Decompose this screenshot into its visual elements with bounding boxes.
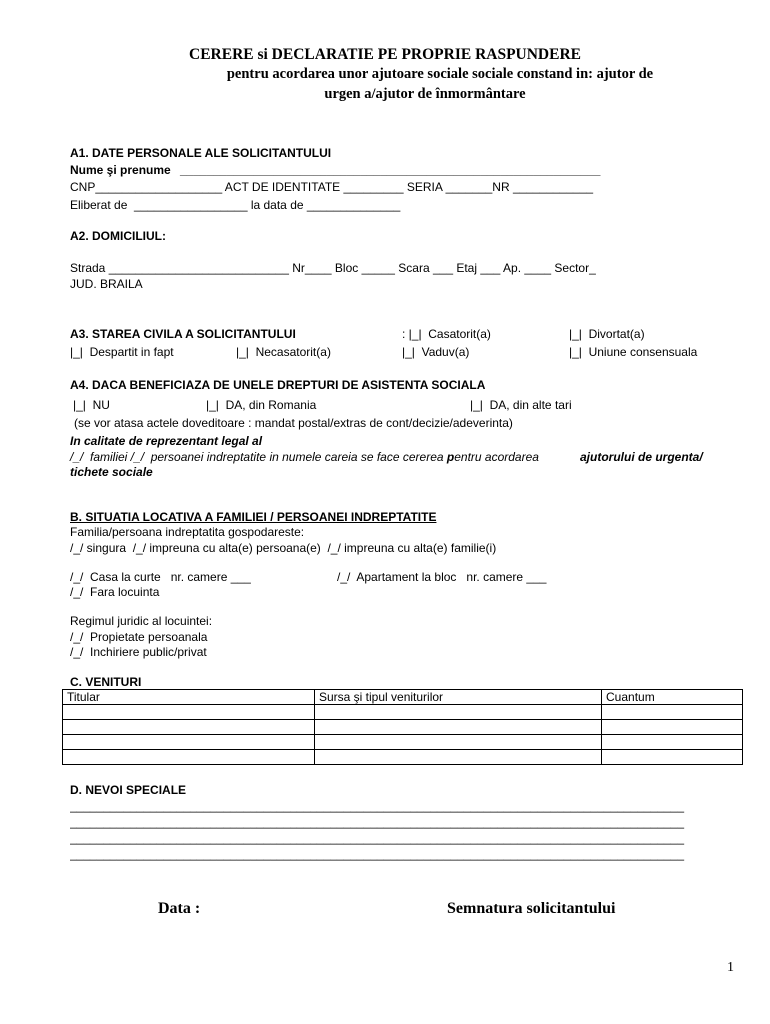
form-title: CERERE si DECLARATIE PE PROPRIE RASPUNDERE [189, 46, 581, 63]
special-needs-line[interactable]: ____________________________________________________________________________________________ [70, 831, 684, 845]
page-number: 1 [727, 960, 734, 975]
legal-representative-label: In calitate de reprezentant legal al [70, 434, 263, 448]
checkbox-house[interactable]: /_/ Casa la curte nr. camere ___ [70, 570, 251, 584]
table-cell[interactable] [63, 735, 315, 750]
income-table [62, 689, 743, 765]
table-cell[interactable] [315, 735, 602, 750]
table-row [63, 720, 743, 735]
checkbox-divorced[interactable]: |_| Divortat(a) [569, 327, 645, 341]
section-a1-title: A1. DATE PERSONALE ALE SOLICITANTULUI [70, 146, 332, 160]
checkbox-rent[interactable]: /_/ Inchiriere public/privat [70, 645, 207, 659]
address-row[interactable]: Strada ___________________________ Nr____ Bloc _____ Scara ___ Etaj ___ Ap. ____ Sector_ [70, 261, 596, 275]
table-row [63, 750, 743, 765]
representative-options[interactable] [70, 450, 539, 464]
special-needs-line[interactable]: ____________________________________________________________________________________________ [70, 847, 684, 861]
signature-label: Semnatura solicitantului [447, 900, 616, 917]
column-header-holder: Titular [63, 690, 315, 705]
housing-regime-label: Regimul juridic al locuintei: [70, 614, 213, 628]
section-c-title: C. VENITURI [70, 675, 142, 689]
checkbox-benefits-abroad[interactable]: |_| DA, din alte tari [470, 398, 572, 412]
representative-options-suffix: entru acordarea [454, 450, 539, 464]
issued-by-row[interactable]: Eliberat de _________________ la data de ______________ [70, 198, 401, 212]
table-row [63, 705, 743, 720]
name-field[interactable]: _______________________________________________________________ [180, 163, 601, 177]
representative-options-bold-p: p [446, 450, 455, 464]
table-cell[interactable] [63, 750, 315, 765]
form-subtitle-line2: urgen a/ajutor de înmormântare [324, 86, 526, 102]
emergency-aid-label: ajutorului de urgenta/ [580, 450, 703, 464]
table-cell[interactable] [602, 705, 743, 720]
date-label: Data : [158, 900, 201, 917]
table-cell[interactable] [602, 750, 743, 765]
income-table-header [63, 690, 743, 705]
county-label: JUD. BRAILA [70, 277, 143, 291]
column-header-source: Sursa şi tipul veniturilor [315, 690, 602, 705]
name-label: Nume şi prenume [70, 163, 171, 177]
section-a4-title: A4. DACA BENEFICIAZA DE UNELE DREPTURI DE ASISTENTA SOCIALA [70, 378, 486, 392]
checkbox-benefits-romania[interactable]: |_| DA, din Romania [206, 398, 317, 412]
table-cell[interactable] [315, 750, 602, 765]
household-options[interactable]: /_/ singura /_/ impreuna cu alta(e) persoana(e) /_/ impreuna cu alta(e) familie(i) [70, 541, 497, 555]
column-header-amount: Cuantum [602, 690, 743, 705]
checkbox-consensual-union[interactable]: |_| Uniune consensuala [569, 345, 698, 359]
checkbox-widowed[interactable]: |_| Vaduv(a) [402, 345, 470, 359]
table-cell[interactable] [602, 735, 743, 750]
checkbox-no-housing[interactable]: /_/ Fara locuinta [70, 585, 160, 599]
section-a3-title: A3. STAREA CIVILA A SOLICITANTULUI [70, 327, 296, 341]
representative-options-text: /_/ familiei /_/ persoanei indreptatite in numele careia se face cererea [70, 450, 447, 464]
table-row [63, 735, 743, 750]
table-cell[interactable] [602, 720, 743, 735]
section-d-title: D. NEVOI SPECIALE [70, 783, 187, 797]
table-cell[interactable] [315, 705, 602, 720]
checkbox-no-benefits[interactable]: |_| NU [73, 398, 110, 412]
household-label: Familia/persoana indreptatita gospodareste: [70, 525, 305, 539]
section-b-title: B. SITUATIA LOCATIVA A FAMILIEI / PERSOANEI INDREPTATITE [70, 510, 437, 524]
checkbox-married[interactable]: : |_| Casatorit(a) [402, 327, 491, 341]
table-cell[interactable] [315, 720, 602, 735]
social-vouchers-label: tichete sociale [70, 465, 153, 479]
table-cell[interactable] [63, 705, 315, 720]
checkbox-apartment[interactable]: /_/ Apartament la bloc nr. camere ___ [337, 570, 547, 584]
checkbox-separated[interactable]: |_| Despartit in fapt [70, 345, 174, 359]
supporting-documents-note: (se vor atasa actele doveditoare : mandat postal/extras de cont/decizie/adeverinta) [74, 416, 513, 430]
checkbox-property[interactable]: /_/ Propietate persoanala [70, 630, 208, 644]
section-a2-title: A2. DOMICILIUL: [70, 229, 166, 243]
form-subtitle-line1: pentru acordarea unor ajutoare sociale sociale constand in: ajutor de [226, 66, 654, 82]
id-document-row[interactable]: CNP___________________ ACT DE IDENTITATE _________ SERIA _______NR ____________ [70, 180, 594, 194]
special-needs-line[interactable]: ____________________________________________________________________________________________ [70, 815, 684, 829]
checkbox-unmarried[interactable]: |_| Necasatorit(a) [236, 345, 331, 359]
special-needs-line[interactable]: ____________________________________________________________________________________________ [70, 799, 684, 813]
table-cell[interactable] [63, 720, 315, 735]
